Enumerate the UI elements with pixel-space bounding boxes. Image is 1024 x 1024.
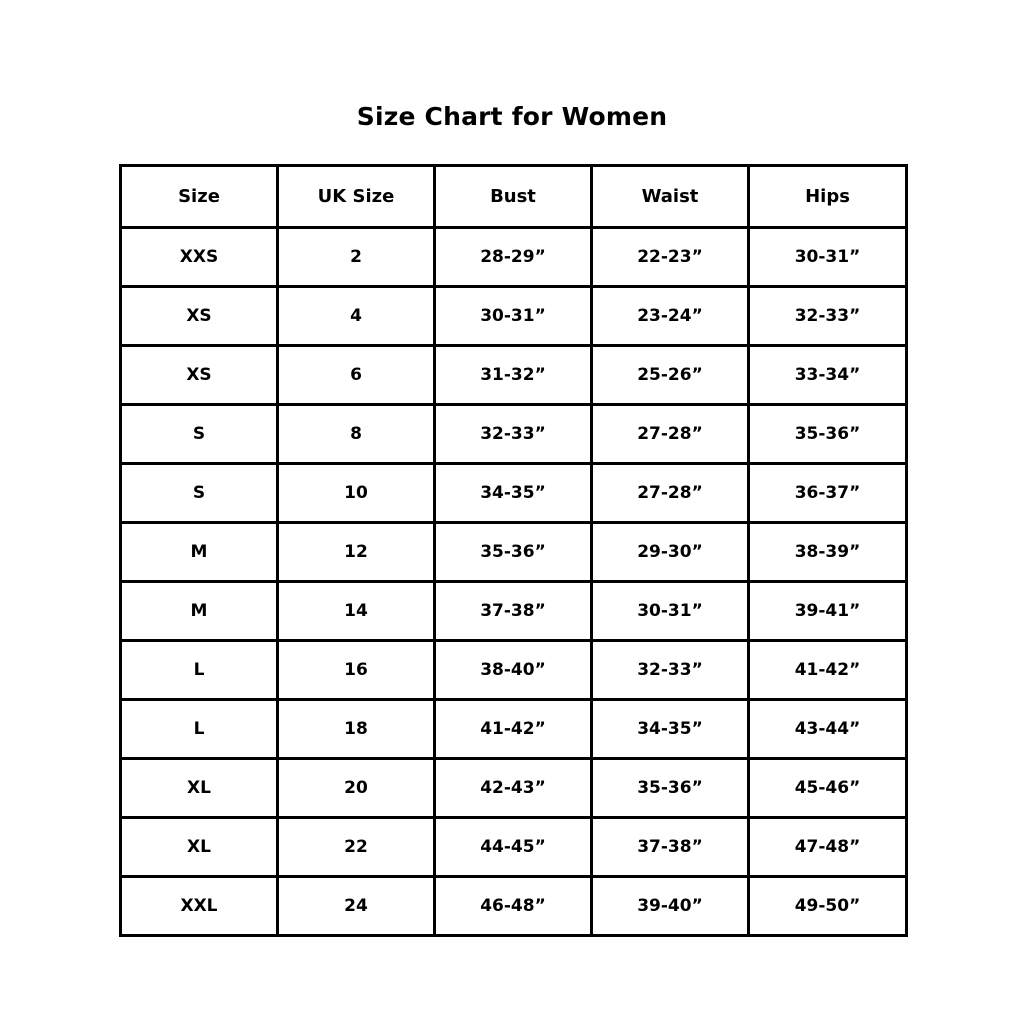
cell-uk-size: 22 — [278, 818, 435, 877]
cell-size: XXL — [121, 877, 278, 936]
cell-bust: 31-32” — [435, 346, 592, 405]
cell-size: S — [121, 405, 278, 464]
table-row — [121, 582, 907, 641]
cell-bust: 44-45” — [435, 818, 592, 877]
cell-bust: 32-33” — [435, 405, 592, 464]
table-row — [121, 464, 907, 523]
cell-bust: 28-29” — [435, 228, 592, 287]
cell-uk-size: 16 — [278, 641, 435, 700]
cell-uk-size: 12 — [278, 523, 435, 582]
cell-size: XS — [121, 346, 278, 405]
cell-waist: 25-26” — [592, 346, 749, 405]
size-table — [119, 164, 908, 937]
cell-size: M — [121, 582, 278, 641]
cell-waist: 34-35” — [592, 700, 749, 759]
cell-bust: 34-35” — [435, 464, 592, 523]
cell-uk-size: 18 — [278, 700, 435, 759]
cell-size: S — [121, 464, 278, 523]
cell-waist: 35-36” — [592, 759, 749, 818]
cell-waist: 39-40” — [592, 877, 749, 936]
table-row — [121, 228, 907, 287]
size-table-container — [119, 164, 905, 937]
table-row — [121, 877, 907, 936]
table-row — [121, 818, 907, 877]
cell-uk-size: 8 — [278, 405, 435, 464]
cell-hips: 30-31” — [749, 228, 907, 287]
column-header-bust: Bust — [435, 166, 592, 228]
cell-waist: 27-28” — [592, 405, 749, 464]
cell-bust: 30-31” — [435, 287, 592, 346]
cell-uk-size: 20 — [278, 759, 435, 818]
cell-size: XS — [121, 287, 278, 346]
cell-waist: 29-30” — [592, 523, 749, 582]
cell-waist: 23-24” — [592, 287, 749, 346]
column-header-uk-size: UK Size — [278, 166, 435, 228]
table-row — [121, 405, 907, 464]
cell-uk-size: 10 — [278, 464, 435, 523]
cell-bust: 38-40” — [435, 641, 592, 700]
cell-size: M — [121, 523, 278, 582]
cell-size: XXS — [121, 228, 278, 287]
cell-uk-size: 4 — [278, 287, 435, 346]
cell-hips: 49-50” — [749, 877, 907, 936]
cell-waist: 30-31” — [592, 582, 749, 641]
cell-size: L — [121, 700, 278, 759]
column-header-size: Size — [121, 166, 278, 228]
cell-hips: 36-37” — [749, 464, 907, 523]
cell-hips: 43-44” — [749, 700, 907, 759]
cell-size: XL — [121, 759, 278, 818]
cell-uk-size: 24 — [278, 877, 435, 936]
cell-hips: 47-48” — [749, 818, 907, 877]
cell-waist: 22-23” — [592, 228, 749, 287]
cell-uk-size: 6 — [278, 346, 435, 405]
table-header-row — [121, 166, 907, 228]
cell-hips: 35-36” — [749, 405, 907, 464]
cell-hips: 41-42” — [749, 641, 907, 700]
cell-bust: 46-48” — [435, 877, 592, 936]
cell-bust: 35-36” — [435, 523, 592, 582]
cell-hips: 33-34” — [749, 346, 907, 405]
cell-uk-size: 2 — [278, 228, 435, 287]
column-header-waist: Waist — [592, 166, 749, 228]
cell-bust: 42-43” — [435, 759, 592, 818]
cell-bust: 41-42” — [435, 700, 592, 759]
table-row — [121, 523, 907, 582]
cell-waist: 27-28” — [592, 464, 749, 523]
column-header-hips: Hips — [749, 166, 907, 228]
table-row — [121, 346, 907, 405]
cell-size: XL — [121, 818, 278, 877]
page-title: Size Chart for Women — [356, 102, 668, 131]
table-row — [121, 287, 907, 346]
cell-waist: 32-33” — [592, 641, 749, 700]
cell-hips: 39-41” — [749, 582, 907, 641]
cell-bust: 37-38” — [435, 582, 592, 641]
cell-size: L — [121, 641, 278, 700]
cell-hips: 38-39” — [749, 523, 907, 582]
cell-hips: 45-46” — [749, 759, 907, 818]
table-row — [121, 700, 907, 759]
table-row — [121, 641, 907, 700]
table-row — [121, 759, 907, 818]
cell-uk-size: 14 — [278, 582, 435, 641]
cell-waist: 37-38” — [592, 818, 749, 877]
cell-hips: 32-33” — [749, 287, 907, 346]
